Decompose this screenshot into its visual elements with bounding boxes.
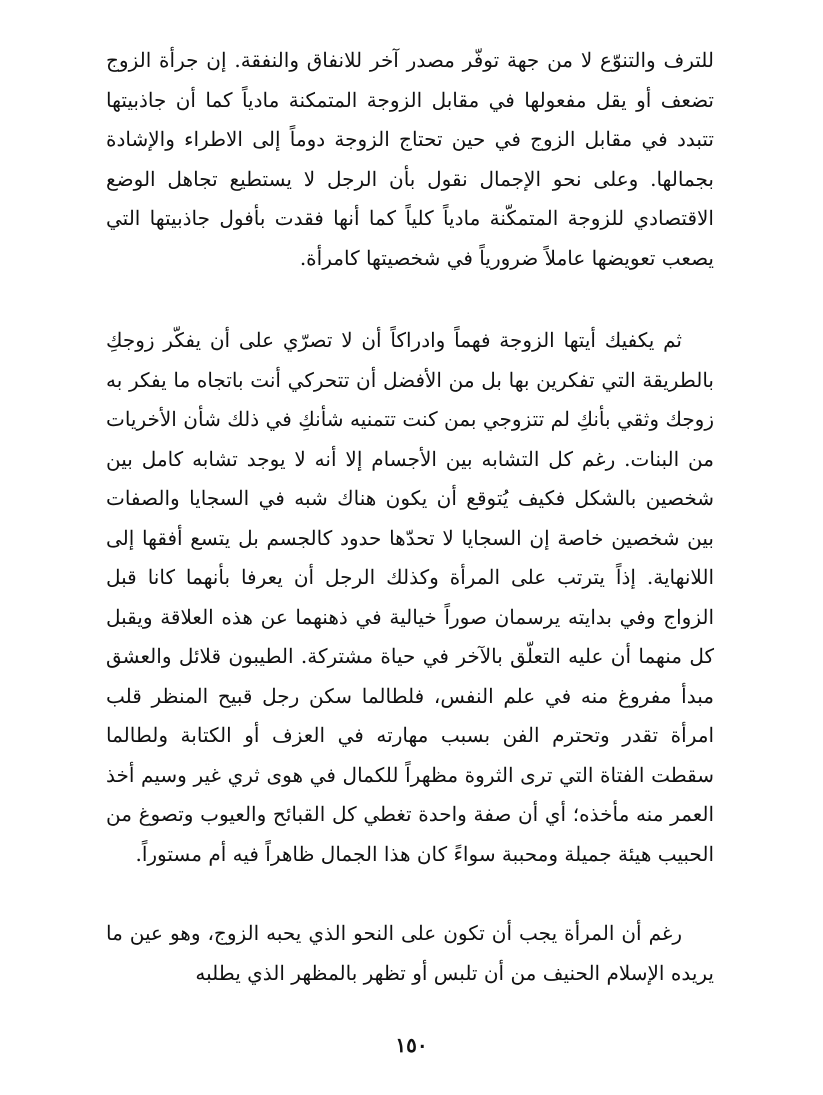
paragraph-text: ثم يكفيك أيتها الزوجة فهماً وادراكاً أن لا تصرّي على أن يفكّر زوجكِ بالطريقة التي تفكرين بها بل من الأفضل أن تتحركي أنت باتجاه ما يفكر به زوجك وثقي بأنكِ لم تتزوجي بمن كنت تتمنيه شأنكِ في ذلك شأن الأخريات من البنات. رغم كل التشابه بين الأجسام إلا أنه لا يوجد تشابه كامل بين شخصين بالشكل فكيف يُتوقع أن يكون هناك شبه في السجايا والصفات بين شخصين خاصة إن السجايا لا تحدّها حدود كالجسم بل يتسع أفقها إلى اللانهاية. إذاً يترتب على المرأة وكذلك الرجل أن يعرفا بأنهما كانا قبل الزواج وفي بدايته يرسمان صوراً خيالية في ذهنهما عن هذه العلاقة ويقبل كل منهما أن عليه التعلّق بالآخر في حياة مشتركة. الطيبون قلائل والعشق مبدأ مفروغ منه في علم النفس، فلطالما سكن رجل قبيح المنظر قلب امرأة تقدر وتحترم الفن بسبب مهارته في العزف أو الكتابة ولطالما سقطت الفتاة التي ترى الثروة مظهراً للكمال في هوى ثري غير وسيم أخذ العمر منه مأخذه؛ أي أن صفة واحدة تغطي كل القبائح والعيوب وتصوغ من الحبيب هيئة جميلة ومحببة سواءً كان هذا الجمال ظاهراً فيه أم مستوراً. bbox=[106, 328, 714, 866]
paragraph-final bbox=[106, 914, 714, 993]
paragraph-body bbox=[106, 321, 714, 874]
page-number: ١٥٠ bbox=[395, 1033, 428, 1057]
paragraph-text: رغم أن المرأة يجب أن تكون على النحو الذي يحبه الزوج، وهو عين ما يريده الإسلام الحنيف من أن تلبس أو تظهر بالمظهر الذي يطلبه bbox=[106, 921, 714, 985]
paragraph-text: للترف والتنوّع لا من جهة توفّر مصدر آخر للانفاق والنفقة. إن جرأة الزوج تضعف أو يقل مفعولها في مقابل الزوجة المتمكنة مادياً كما أن جاذبيتها تتبدد في مقابل الزوج في حين تحتاج الزوجة دوماً إلى الاطراء والإشادة بجمالها. وعلى نحو الإجمال نقول بأن الرجل لا يستطيع تجاهل الوضع الاقتصادي للزوجة المتمكّنة مادياً كلياً كما أنها فقدت بأفول جاذبيتها التي يصعب تعويضها عاملاً ضرورياً في شخصيتها كامرأة. bbox=[106, 48, 714, 270]
paragraph-continuation bbox=[106, 41, 714, 278]
